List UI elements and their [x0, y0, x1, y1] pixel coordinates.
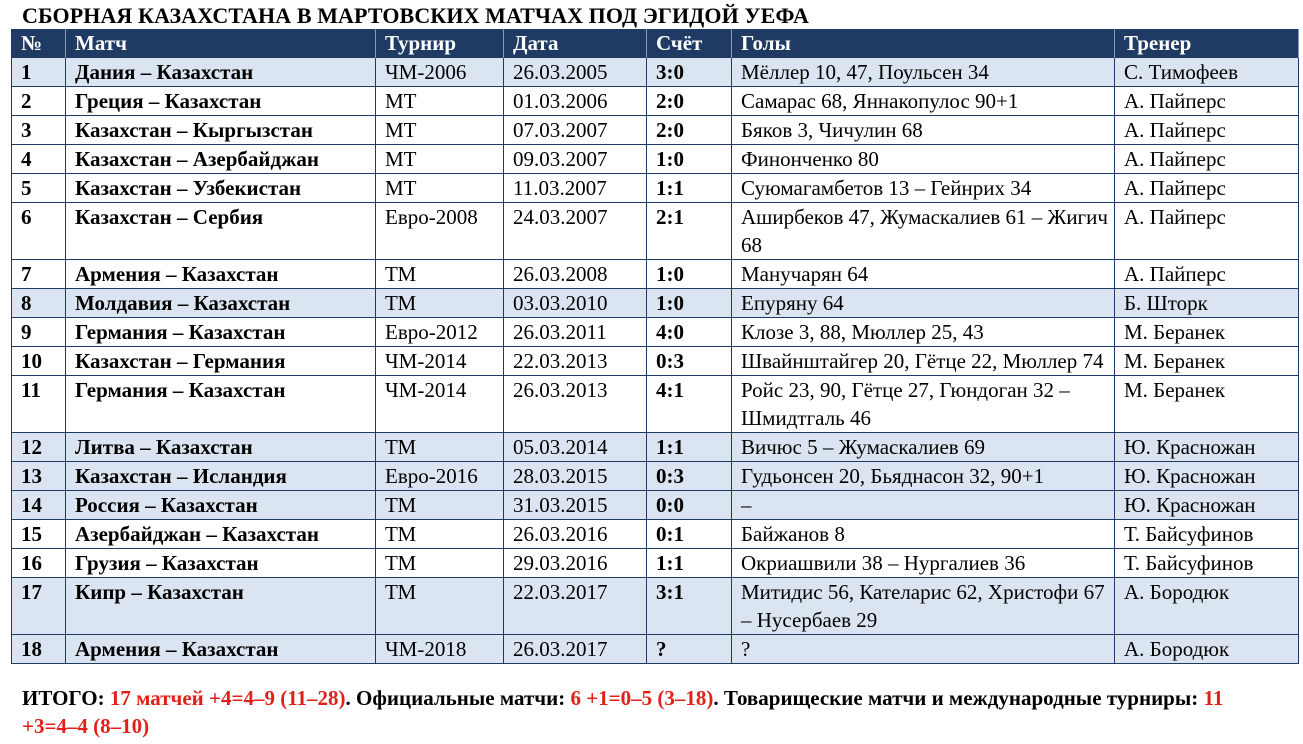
cell-goals: ? — [732, 635, 1115, 664]
cell-date: 09.03.2007 — [504, 145, 647, 174]
cell-num: 7 — [12, 260, 66, 289]
cell-date: 03.03.2010 — [504, 289, 647, 318]
table-row — [12, 87, 1299, 116]
cell-coach: Ю. Красножан — [1115, 462, 1299, 491]
cell-coach: А. Бородюк — [1115, 635, 1299, 664]
cell-coach: Б. Шторк — [1115, 289, 1299, 318]
table-row — [12, 578, 1299, 635]
cell-goals: Байжанов 8 — [732, 520, 1115, 549]
cell-score: 1:0 — [647, 289, 732, 318]
cell-num: 16 — [12, 549, 66, 578]
cell-score: 1:1 — [647, 549, 732, 578]
cell-date: 22.03.2017 — [504, 578, 647, 635]
summary-total-label: ИТОГО: — [22, 686, 110, 710]
cell-tournament: Евро-2012 — [376, 318, 504, 347]
cell-tournament: Евро-2016 — [376, 462, 504, 491]
cell-score: 0:3 — [647, 462, 732, 491]
cell-match: Казахстан – Кыргызстан — [66, 116, 376, 145]
cell-coach: М. Беранек — [1115, 376, 1299, 433]
cell-match: Дания – Казахстан — [66, 58, 376, 87]
cell-match: Молдавия – Казахстан — [66, 289, 376, 318]
cell-score: 4:0 — [647, 318, 732, 347]
cell-goals: – — [732, 491, 1115, 520]
summary-official-label: . Официальные матчи: — [345, 686, 571, 710]
table-row — [12, 462, 1299, 491]
cell-score: 1:1 — [647, 174, 732, 203]
header-tournament: Турнир — [376, 29, 504, 58]
cell-goals: Манучарян 64 — [732, 260, 1115, 289]
cell-date: 31.03.2015 — [504, 491, 647, 520]
cell-goals: Гудьонсен 20, Бьяднасон 32, 90+1 — [732, 462, 1115, 491]
cell-coach: С. Тимофеев — [1115, 58, 1299, 87]
cell-match: Казахстан – Азербайджан — [66, 145, 376, 174]
cell-coach: А. Пайперс — [1115, 260, 1299, 289]
table-header-row — [12, 29, 1299, 58]
cell-date: 29.03.2016 — [504, 549, 647, 578]
cell-goals: Клозе 3, 88, Мюллер 25, 43 — [732, 318, 1115, 347]
cell-goals: Бяков 3, Чичулин 68 — [732, 116, 1115, 145]
cell-num: 15 — [12, 520, 66, 549]
table-row — [12, 260, 1299, 289]
cell-num: 10 — [12, 347, 66, 376]
table-body — [12, 58, 1299, 664]
cell-score: 0:1 — [647, 520, 732, 549]
cell-score: 1:1 — [647, 433, 732, 462]
cell-tournament: ЧМ-2014 — [376, 347, 504, 376]
cell-tournament: ТМ — [376, 289, 504, 318]
cell-tournament: ТМ — [376, 491, 504, 520]
table-row — [12, 520, 1299, 549]
cell-coach: А. Пайперс — [1115, 87, 1299, 116]
cell-date: 26.03.2011 — [504, 318, 647, 347]
cell-match: Армения – Казахстан — [66, 260, 376, 289]
cell-match: Казахстан – Узбекистан — [66, 174, 376, 203]
cell-match: Германия – Казахстан — [66, 318, 376, 347]
cell-num: 11 — [12, 376, 66, 433]
cell-tournament: Евро-2008 — [376, 203, 504, 260]
cell-num: 4 — [12, 145, 66, 174]
cell-coach: Т. Байсуфинов — [1115, 549, 1299, 578]
header-score: Счёт — [647, 29, 732, 58]
cell-coach: Ю. Красножан — [1115, 433, 1299, 462]
cell-score: 0:3 — [647, 347, 732, 376]
header-match: Матч — [66, 29, 376, 58]
table-row — [12, 635, 1299, 664]
cell-score: ? — [647, 635, 732, 664]
cell-score: 4:1 — [647, 376, 732, 433]
table-row — [12, 289, 1299, 318]
cell-score: 0:0 — [647, 491, 732, 520]
cell-tournament: ЧМ-2014 — [376, 376, 504, 433]
cell-goals: Аширбеков 47, Жумаскалиев 61 – Жигич 68 — [732, 203, 1115, 260]
cell-goals: Окриашвили 38 – Нургалиев 36 — [732, 549, 1115, 578]
cell-match: Азербайджан – Казахстан — [66, 520, 376, 549]
cell-num: 2 — [12, 87, 66, 116]
cell-date: 11.03.2007 — [504, 174, 647, 203]
cell-match: Германия – Казахстан — [66, 376, 376, 433]
cell-tournament: ТМ — [376, 578, 504, 635]
cell-match: Казахстан – Германия — [66, 347, 376, 376]
cell-goals: Финонченко 80 — [732, 145, 1115, 174]
cell-coach: А. Бородюк — [1115, 578, 1299, 635]
cell-coach: Ю. Красножан — [1115, 491, 1299, 520]
cell-num: 9 — [12, 318, 66, 347]
cell-date: 01.03.2006 — [504, 87, 647, 116]
cell-num: 3 — [12, 116, 66, 145]
cell-coach: А. Пайперс — [1115, 174, 1299, 203]
cell-tournament: МТ — [376, 116, 504, 145]
cell-score: 1:0 — [647, 145, 732, 174]
cell-num: 18 — [12, 635, 66, 664]
cell-num: 14 — [12, 491, 66, 520]
cell-coach: М. Беранек — [1115, 347, 1299, 376]
results-table — [11, 29, 1299, 664]
cell-match: Грузия – Казахстан — [66, 549, 376, 578]
cell-date: 22.03.2013 — [504, 347, 647, 376]
cell-date: 07.03.2007 — [504, 116, 647, 145]
cell-date: 26.03.2016 — [504, 520, 647, 549]
cell-num: 12 — [12, 433, 66, 462]
header-num: № — [12, 29, 66, 58]
cell-date: 26.03.2017 — [504, 635, 647, 664]
cell-match: Казахстан – Сербия — [66, 203, 376, 260]
cell-tournament: ЧМ-2006 — [376, 58, 504, 87]
cell-tournament: ТМ — [376, 520, 504, 549]
cell-match: Литва – Казахстан — [66, 433, 376, 462]
header-coach: Тренер — [1115, 29, 1299, 58]
cell-date: 28.03.2015 — [504, 462, 647, 491]
cell-num: 17 — [12, 578, 66, 635]
summary-friendly-label: . Товарищеские матчи и международные турниры: — [713, 686, 1204, 710]
cell-tournament: ТМ — [376, 549, 504, 578]
cell-match: Армения – Казахстан — [66, 635, 376, 664]
table-row — [12, 58, 1299, 87]
cell-match: Россия – Казахстан — [66, 491, 376, 520]
cell-coach: Т. Байсуфинов — [1115, 520, 1299, 549]
cell-goals: Мёллер 10, 47, Поульсен 34 — [732, 58, 1115, 87]
table-row — [12, 376, 1299, 433]
cell-tournament: ТМ — [376, 260, 504, 289]
table-row — [12, 174, 1299, 203]
cell-score: 2:0 — [647, 87, 732, 116]
cell-coach: М. Беранек — [1115, 318, 1299, 347]
cell-num: 6 — [12, 203, 66, 260]
cell-date: 26.03.2013 — [504, 376, 647, 433]
cell-date: 26.03.2005 — [504, 58, 647, 87]
cell-tournament: ЧМ-2018 — [376, 635, 504, 664]
header-date: Дата — [504, 29, 647, 58]
cell-goals: Митидис 56, Кателарис 62, Христофи 67 – Нусербаев 29 — [732, 578, 1115, 635]
summary-friendly-value: 11 +3=4–4 (8–10) — [22, 686, 1224, 738]
summary-total-value: 17 матчей +4=4–9 (11–28) — [109, 686, 346, 710]
cell-match: Казахстан – Исландия — [66, 462, 376, 491]
cell-num: 13 — [12, 462, 66, 491]
cell-coach: А. Пайперс — [1115, 116, 1299, 145]
cell-tournament: ТМ — [376, 433, 504, 462]
cell-num: 1 — [12, 58, 66, 87]
cell-goals: Швайнштайгер 20, Гётце 22, Мюллер 74 — [732, 347, 1115, 376]
cell-goals: Суюмагамбетов 13 – Гейнрих 34 — [732, 174, 1115, 203]
cell-date: 24.03.2007 — [504, 203, 647, 260]
header-goals: Голы — [732, 29, 1115, 58]
cell-match: Кипр – Казахстан — [66, 578, 376, 635]
cell-goals: Вичюс 5 – Жумаскалиев 69 — [732, 433, 1115, 462]
table-row — [12, 549, 1299, 578]
cell-coach: А. Пайперс — [1115, 203, 1299, 260]
table-row — [12, 116, 1299, 145]
table-row — [12, 318, 1299, 347]
cell-score: 3:0 — [647, 58, 732, 87]
cell-tournament: МТ — [376, 87, 504, 116]
cell-match: Греция – Казахстан — [66, 87, 376, 116]
cell-goals: Ройс 23, 90, Гётце 27, Гюндоган 32 – Шмидтгаль 46 — [732, 376, 1115, 433]
cell-num: 5 — [12, 174, 66, 203]
cell-score: 2:0 — [647, 116, 732, 145]
cell-tournament: МТ — [376, 145, 504, 174]
table-row — [12, 347, 1299, 376]
page-title: СБОРНАЯ КАЗАХСТАНА В МАРТОВСКИХ МАТЧАХ ПОД ЭГИДОЙ УЕФА — [22, 3, 810, 28]
cell-num: 8 — [12, 289, 66, 318]
cell-score: 2:1 — [647, 203, 732, 260]
summary-official-value: 6 +1=0–5 (3–18) — [570, 686, 714, 710]
cell-coach: А. Пайперс — [1115, 145, 1299, 174]
table-row — [12, 145, 1299, 174]
cell-date: 26.03.2008 — [504, 260, 647, 289]
table-row — [12, 433, 1299, 462]
cell-tournament: МТ — [376, 174, 504, 203]
cell-score: 1:0 — [647, 260, 732, 289]
cell-date: 05.03.2014 — [504, 433, 647, 462]
table-row — [12, 491, 1299, 520]
table-row — [12, 203, 1299, 260]
cell-goals: Самарас 68, Яннакопулос 90+1 — [732, 87, 1115, 116]
summary — [22, 684, 1282, 740]
cell-score: 3:1 — [647, 578, 732, 635]
cell-goals: Епуряну 64 — [732, 289, 1115, 318]
